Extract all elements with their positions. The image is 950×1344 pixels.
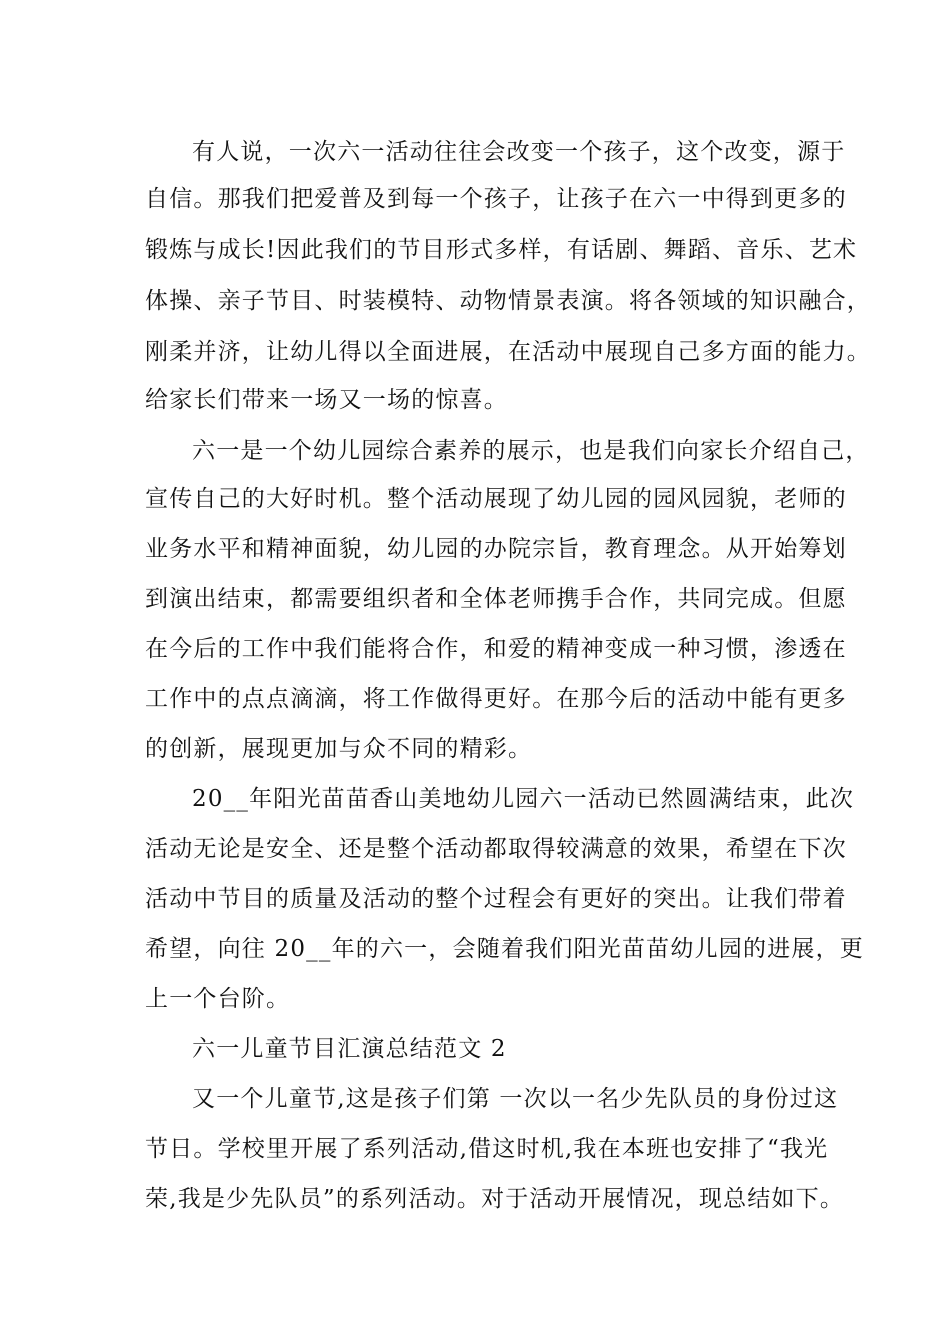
section-title: 六一儿童节目汇演总结范文 2: [192, 1036, 507, 1062]
paragraph-1-line-6: 给家长们带来一场又一场的惊喜。: [145, 387, 508, 413]
paragraph-1-line-2: 自信。那我们把爱普及到每一个孩子，让孩子在六一中得到更多的: [145, 186, 847, 212]
paragraph-4-line-2: 节日。学校里开展了系列活动,借这时机,我在本班也安排了“我光: [145, 1136, 829, 1162]
paragraph-4-line-1: 又一个儿童节,这是孩子们第 一次以一名少先队员的身份过这: [192, 1086, 839, 1112]
paragraph-3-line-5: 上一个台阶。: [145, 986, 291, 1012]
paragraph-4-line-3: 荣,我是少先队员”的系列活动。对于活动开展情况，现总结如下。: [145, 1186, 845, 1212]
paragraph-3-line-4: 希望，向往 20__年的六一，会随着我们阳光苗苗幼儿园的进展，更: [145, 936, 864, 962]
paragraph-1-line-4: 体操、亲子节目、时装模特、动物情景表演。将各领域的知识融合，: [145, 288, 871, 314]
paragraph-2-line-3: 业务水平和精神面貌，幼儿园的办院宗旨，教育理念。从开始筹划: [145, 536, 847, 562]
paragraph-2-line-6: 工作中的点点滴滴，将工作做得更好。在那今后的活动中能有更多: [145, 686, 847, 712]
paragraph-3-line-2: 活动无论是安全、还是整个活动都取得较满意的效果，希望在下次: [145, 836, 847, 862]
paragraph-2-line-5: 在今后的工作中我们能将合作，和爱的精神变成一种习惯，渗透在: [145, 636, 847, 662]
paragraph-1-line-1: 有人说，一次六一活动往往会改变一个孩子，这个改变，源于: [192, 139, 846, 165]
paragraph-2-line-7: 的创新，展现更加与众不同的精彩。: [145, 736, 533, 762]
paragraph-1-line-5: 刚柔并济，让幼儿得以全面进展，在活动中展现自己多方面的能力。: [145, 339, 871, 365]
paragraph-3-line-1: 20__年阳光苗苗香山美地幼儿园六一活动已然圆满结束，此次: [192, 786, 855, 812]
paragraph-1-line-3: 锻炼与成长!因此我们的节目形式多样，有话剧、舞蹈、音乐、艺术: [145, 237, 858, 263]
paragraph-2-line-4: 到演出结束，都需要组织者和全体老师携手合作，共同完成。但愿: [145, 586, 847, 612]
paragraph-2-line-1: 六一是一个幼儿园综合素养的展示，也是我们向家长介绍自己，: [192, 438, 870, 464]
paragraph-2-line-2: 宣传自己的大好时机。整个活动展现了幼儿园的园风园貌，老师的: [145, 486, 847, 512]
paragraph-3-line-3: 活动中节目的质量及活动的整个过程会有更好的突出。让我们带着: [145, 886, 847, 912]
